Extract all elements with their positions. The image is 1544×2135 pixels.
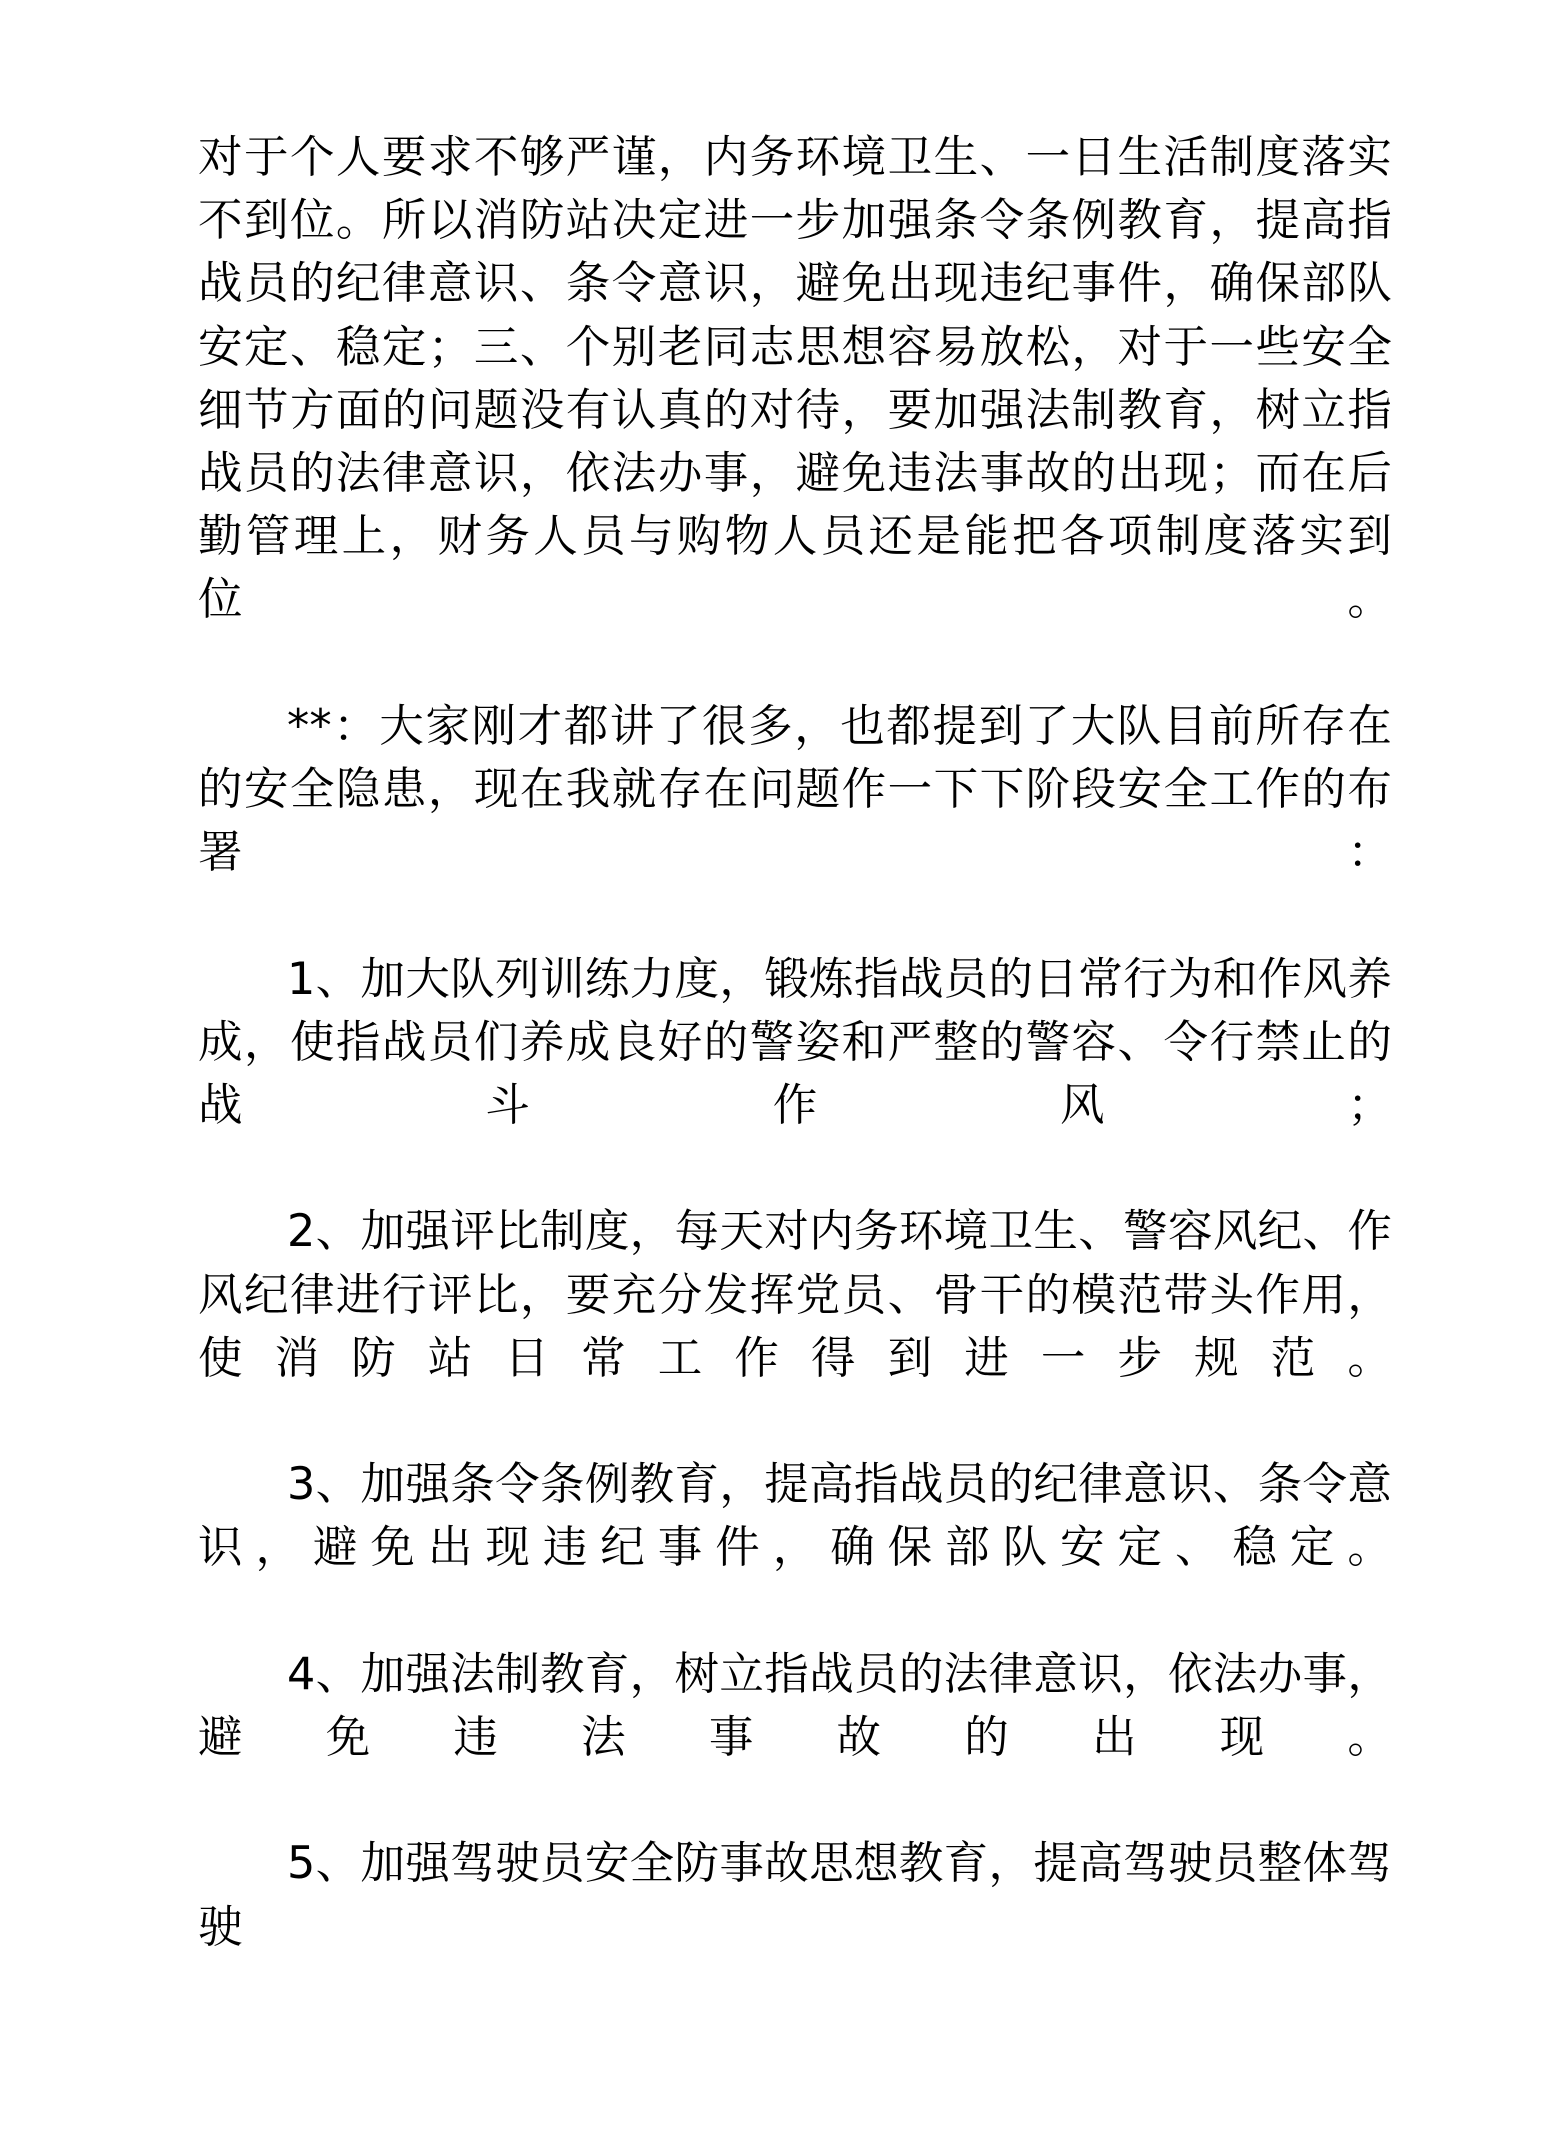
paragraph-list-item-1: 1、加大队列训练力度，锻炼指战员的日常行为和作风养成，使指战员们养成良好的警姿和严整的警容、令行禁止的战斗作风； (198, 953, 1392, 1132)
paragraph-list-item-2: 2、加强评比制度，每天对内务环境卫生、警容风纪、作风纪律进行评比，要充分发挥党员、骨干的模范带头作用，使消防站日常工作得到进一步规范。 (198, 1206, 1392, 1384)
paragraph-list-item-4: 4、加强法制教育，树立指战员的法律意识，依法办事，避免违法事故的出现。 (198, 1648, 1392, 1764)
paragraph-list-item-3: 3、加强条令条例教育，提高指战员的纪律意识、条令意识，避免出现违纪事件，确保部队安定、稳定。 (198, 1459, 1392, 1574)
paragraph-list-item-5: 5、加强驾驶员安全防事故思想教育，提高驾驶员整体驾驶 (198, 1838, 1392, 1953)
paragraph-speaker-remarks: **：大家刚才都讲了很多，也都提到了大队目前所存在的安全隐患，现在我就存在问题作一下下阶段安全工作的布署： (198, 700, 1392, 879)
paragraph-continuation: 对于个人要求不够严谨，内务环境卫生、一日生活制度落实不到位。所以消防站决定进一步加强条令条例教育，提高指战员的纪律意识、条令意识，避免出现违纪事件，确保部队安定、稳定；三、个别老同志思想容易放松，对于一些安全细节方面的问题没有认真的对待，要加强法制教育，树立指战员的法律意识，依法办事，避免违法事故的出现；而在后勤管理上，财务人员与购物人员还是能把各项制度落实到位。 (198, 132, 1392, 626)
document-text-body (198, 126, 1392, 2022)
